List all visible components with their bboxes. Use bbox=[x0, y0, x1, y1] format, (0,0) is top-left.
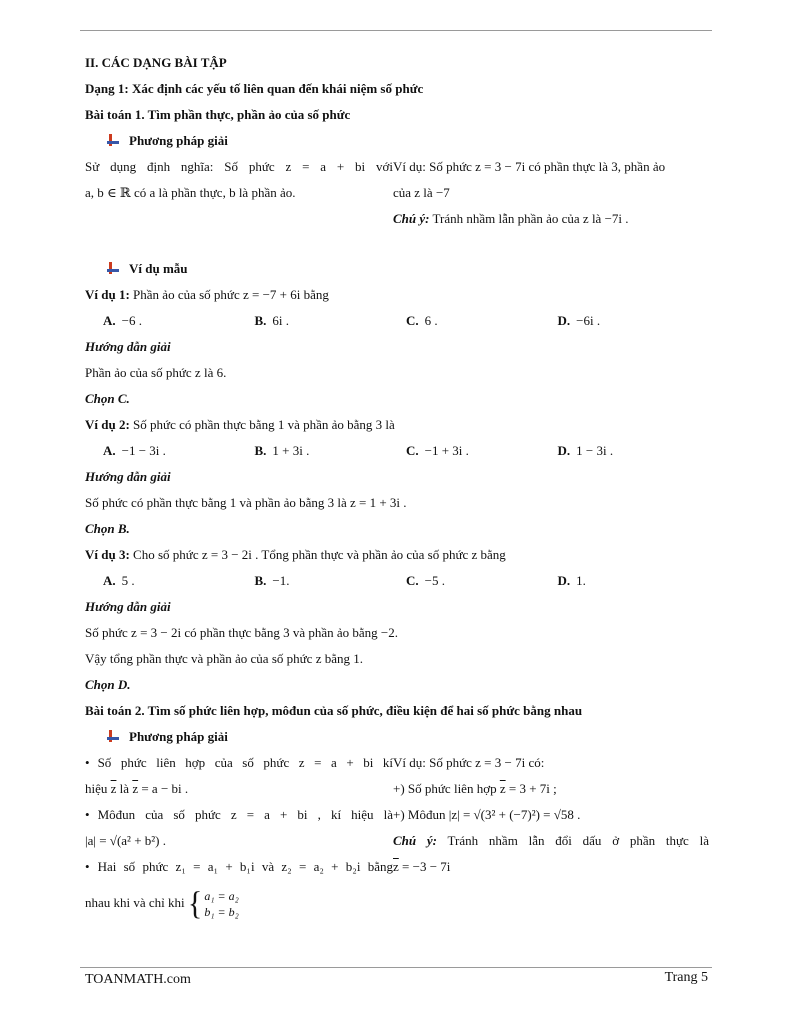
bt1-left-line2: a, b ∈ ℝ có a là phần thực, b là phần ảo. bbox=[85, 185, 296, 200]
ex2-question: Ví dụ 2: Số phức có phần thực bằng 1 và phần ảo bằng 3 là bbox=[85, 417, 395, 432]
ex3-guide: Hướng dẫn giải bbox=[85, 599, 171, 614]
equation-system: { a₁ = a₂ b₁ = b₂ bbox=[187, 885, 239, 922]
ex1-solution: Phần ảo của số phức z là 6. bbox=[85, 365, 227, 380]
pin-icon bbox=[107, 262, 121, 274]
ex1-question: Ví dụ 1: Phần ảo của số phức z = −7 + 6i bằng bbox=[85, 287, 329, 302]
option-d: D. 1. bbox=[557, 573, 586, 588]
section-title: II. CÁC DẠNG BÀI TẬP bbox=[85, 55, 227, 70]
bt2-left-line2: hiệu $\overline{z}$ là $\overline{z} = a$ − bi . bbox=[85, 781, 189, 796]
bt2-right-line3: +) Môđun |z| = √(3² + (−7)²) = √58 . bbox=[393, 807, 581, 822]
bullet-icon: • bbox=[85, 807, 90, 822]
bt2-columns bbox=[85, 750, 709, 926]
bt2-left bbox=[85, 750, 393, 926]
ex2-choice: Chọn B. bbox=[85, 521, 130, 536]
bullet-icon: • bbox=[85, 755, 90, 770]
bt1-method-columns bbox=[85, 154, 709, 232]
option-b: B. −1. bbox=[254, 573, 290, 588]
ex1-choice: Chọn C. bbox=[85, 391, 130, 406]
ex3-question: Ví dụ 3: Cho số phức z = 3 − 2i . Tổng phần thực và phần ảo của số phức z bằng bbox=[85, 547, 506, 562]
bt2-method: Phương pháp giải bbox=[85, 724, 709, 750]
bt2-left-line5: • Hai số phức z₁ = a₁ + b₁i và z₂ = a₂ + b₂i bằng bbox=[85, 859, 393, 874]
footer-site: TOANMATH.com bbox=[85, 972, 191, 987]
footer-rule bbox=[80, 967, 712, 968]
bt2-left-line4: |a| = √(a² + b²) . bbox=[85, 833, 166, 848]
bt2-right-line2: +) Số phức liên hợp $\overline{z} = 3 + 7i$ ; bbox=[393, 781, 557, 796]
option-a: A. −1 − 3i . bbox=[103, 443, 166, 458]
ex2-guide: Hướng dẫn giải bbox=[85, 469, 171, 484]
bt2-right-line1: Ví dụ: Số phức z = 3 − 7i có: bbox=[393, 755, 545, 770]
bt1-heading: Bài toán 1. Tìm phần thực, phần ảo của số phức bbox=[85, 107, 351, 122]
option-c: C. −1 + 3i . bbox=[406, 443, 469, 458]
header-rule bbox=[80, 30, 712, 31]
bt1-left bbox=[85, 154, 393, 232]
pin-icon bbox=[107, 134, 121, 146]
option-b: B. 1 + 3i . bbox=[254, 443, 310, 458]
bt2-left-line3: • Môđun của số phức z = a + bi , kí hiệu là bbox=[85, 807, 393, 822]
page-content bbox=[85, 50, 709, 926]
option-a: A. −6 . bbox=[103, 313, 142, 328]
bt2-left-line6: nhau khi và chỉ khi { a₁ = a₂ b₁ = b₂ bbox=[85, 885, 239, 922]
brace-icon: { bbox=[187, 885, 203, 922]
option-c: C. 6 . bbox=[406, 313, 438, 328]
bt1-note: Chú ý: Tránh nhầm lẫn phần ảo của z là −7i . bbox=[393, 211, 629, 226]
option-a: A. 5 . bbox=[103, 573, 135, 588]
dang1-heading: Dạng 1: Xác định các yếu tố liên quan đến khái niệm số phức bbox=[85, 81, 424, 96]
bt2-right bbox=[393, 750, 709, 926]
samples-heading: Ví dụ mẫu bbox=[85, 256, 709, 282]
bt2-right-line5: $\overline{z} = -3 - 7i$ bbox=[393, 859, 451, 874]
bt1-right-line2: của z là −7 bbox=[393, 185, 450, 200]
bt2-right-line4: Chú ý: Tránh nhầm lẫn đổi dấu ở phần thực là bbox=[393, 833, 709, 848]
ex2-solution: Số phức có phần thực bằng 1 và phần ảo bằng 3 là z = 1 + 3i . bbox=[85, 495, 407, 510]
ex1-guide: Hướng dẫn giải bbox=[85, 339, 171, 354]
bt1-right-line1: Ví dụ: Số phức z = 3 − 7i có phần thực là 3, phần ảo bbox=[393, 159, 666, 174]
ex3-solution-2: Vậy tổng phần thực và phần ảo của số phức z bằng 1. bbox=[85, 651, 363, 666]
bt1-method: Phương pháp giải bbox=[85, 128, 709, 154]
bt1-left-line1: Sử dụng định nghĩa: Số phức z = a + bi với bbox=[85, 159, 393, 174]
footer-page-number: Trang 5 bbox=[664, 970, 708, 985]
ex3-options bbox=[85, 568, 709, 594]
ex1-options bbox=[85, 308, 709, 334]
option-d: D. 1 − 3i . bbox=[557, 443, 614, 458]
ex2-options bbox=[85, 438, 709, 464]
bullet-icon: • bbox=[85, 859, 90, 874]
bt1-right bbox=[393, 154, 709, 232]
pin-icon bbox=[107, 730, 121, 742]
option-c: C. −5 . bbox=[406, 573, 445, 588]
bt2-heading: Bài toán 2. Tìm số phức liên hợp, môđun của số phức, điều kiện để hai số phức bằng nhau bbox=[85, 703, 583, 718]
ex3-choice: Chọn D. bbox=[85, 677, 131, 692]
bt2-left-line1: • Số phức liên hợp của số phức z = a + bi kí bbox=[85, 755, 393, 770]
ex3-solution-1: Số phức z = 3 − 2i có phần thực bằng 3 và phần ảo bằng −2. bbox=[85, 625, 398, 640]
option-d: D. −6i . bbox=[557, 313, 601, 328]
option-b: B. 6i . bbox=[254, 313, 290, 328]
